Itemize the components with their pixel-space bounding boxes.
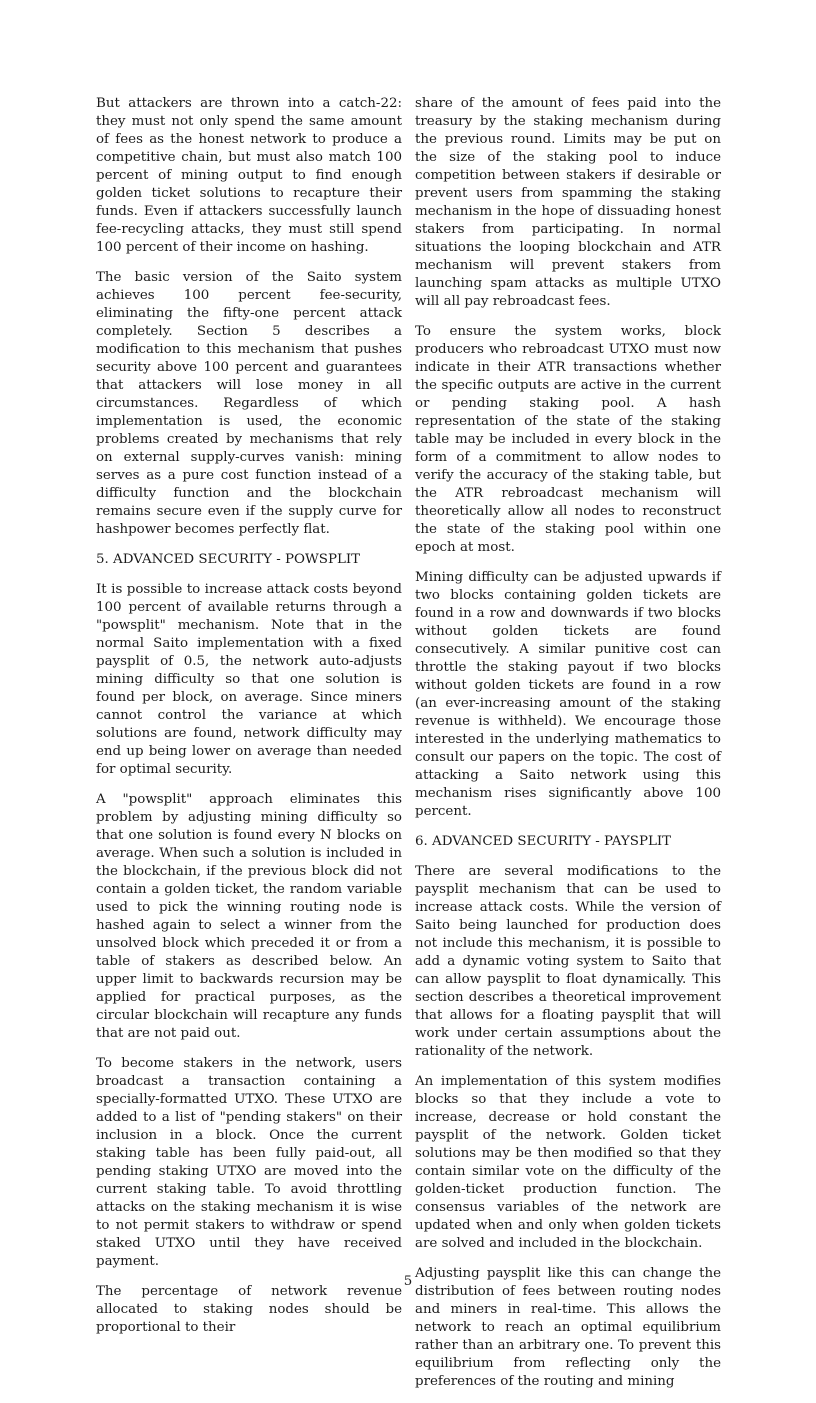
left-column bbox=[96, 95, 402, 1349]
section-heading-6: 6. ADVANCED SECURITY - PAYSPLIT bbox=[415, 834, 672, 849]
paragraph: It is possible to increase attack costs beyond 100 percent of available returns through a "powsplit" mechanism. Note that in the normal Saito implementation with a fixed paysplit of 0.5, the network auto-adjusts mining difficulty so that one solution is found per block, on average. Since miners cannot control the variance at which solutions are found, network difficulty may end up being lower on average than needed for optimal security. bbox=[96, 582, 402, 777]
paragraph: Adjusting paysplit like this can change the distribution of fees between routing nodes and miners in real-time. This allows the network to reach an optimal equilibrium rather than an arbitrary one. To prevent this equilibrium from reflecting only the preferences of the routing and mining bbox=[415, 1266, 721, 1389]
paragraph: The basic version of the Saito system achieves 100 percent fee-security, eliminating the fifty-one percent attack completely. Section 5 describes a modification to this mechanism that pushes security above 100 percent and guarantees that attackers will lose money in all circumstances. Regardless of which implementation is used, the economic problems created by mechanisms that rely on external supply-curves vanish: mining serves as a pure cost function instead of a difficulty function and the blockchain remains secure even if the supply curve for hashpower becomes perfectly flat. bbox=[96, 270, 402, 537]
paragraph: But attackers are thrown into a catch-22: they must not only spend the same amount of fees as the honest network to produce a competitive chain, but must also match 100 percent of mining output to find enough golden ticket solutions to recapture their funds. Even if attackers successfully launch fee-recycling attacks, they must still spend 100 percent of their income on hashing. bbox=[96, 96, 402, 255]
paragraph: share of the amount of fees paid into the treasury by the staking mechanism during the previous round. Limits may be put on the size of the staking pool to induce competition between stakers if desirable or prevent users from spamming the staking mechanism in the hope of dissuading honest stakers from participating. In normal situations the looping blockchain and ATR mechanism will prevent stakers from launching spam attacks as multiple UTXO will all pay rebroadcast fees. bbox=[415, 96, 721, 309]
section-heading-5: 5. ADVANCED SECURITY - POWSPLIT bbox=[96, 552, 361, 567]
paragraph: To ensure the system works, block producers who rebroadcast UTXO must now indicate in their ATR transactions whether the specific outputs are active in the current or pending staking pool. A hash representation of the state of the staking table may be included in every block in the form of a commitment to allow nodes to verify the accuracy of the staking table, but the ATR rebroadcast mechanism will theoretically allow all nodes to reconstruct the state of the staking pool within one epoch at most. bbox=[415, 324, 721, 555]
paragraph: A "powsplit" approach eliminates this problem by adjusting mining difficulty so that one solution is found every N blocks on average. When such a solution is included in the blockchain, if the previous block did not contain a golden ticket, the random variable used to pick the winning routing node is hashed again to select a winner from the unsolved block which preceded it or from a table of stakers as described below. An upper limit to backwards recursion may be applied for practical purposes, as the circular blockchain will recapture any funds that are not paid out. bbox=[96, 792, 402, 1041]
paragraph: An implementation of this system modifies blocks so that they include a vote to increase, decrease or hold constant the paysplit of the network. Golden ticket solutions may be then modified so that they contain similar vote on the difficulty of the golden-ticket production function. The consensus variables of the network are updated when and only when golden tickets are solved and included in the blockchain. bbox=[415, 1074, 721, 1251]
paragraph: There are several modifications to the paysplit mechanism that can be used to increase attack costs. While the version of Saito being launched for production does not include this mechanism, it is possible to add a dynamic voting system to Saito that can allow paysplit to float dynamically. This section describes a theoretical improvement that allows for a floating paysplit that will work under certain assumptions about the rationality of the network. bbox=[415, 864, 721, 1059]
paragraph: Mining difficulty can be adjusted upwards if two blocks containing golden tickets are found in a row and downwards if two blocks without golden tickets are found consecutively. A similar punitive cost can throttle the staking payout if two blocks without golden tickets are found in a row (an ever-increasing amount of the staking revenue is withheld). We encourage those interested in the underlying mathematics to consult our papers on the topic. The cost of attacking a Saito network using this mechanism rises significantly above 100 percent. bbox=[415, 570, 721, 819]
right-column bbox=[415, 95, 721, 1403]
paragraph: To become stakers in the network, users broadcast a transaction containing a specially-formatted UTXO. These UTXO are added to a list of "pending stakers" on their inclusion in a block. Once the current staking table has been fully paid-out, all pending staking UTXO are moved into the current staking table. To avoid throttling attacks on the staking mechanism it is wise to not permit stakers to withdraw or spend staked UTXO until they have received payment. bbox=[96, 1056, 402, 1269]
paragraph: The percentage of network revenue allocated to staking nodes should be proportional to their bbox=[96, 1284, 402, 1335]
page-number: 5 bbox=[403, 1274, 413, 1289]
